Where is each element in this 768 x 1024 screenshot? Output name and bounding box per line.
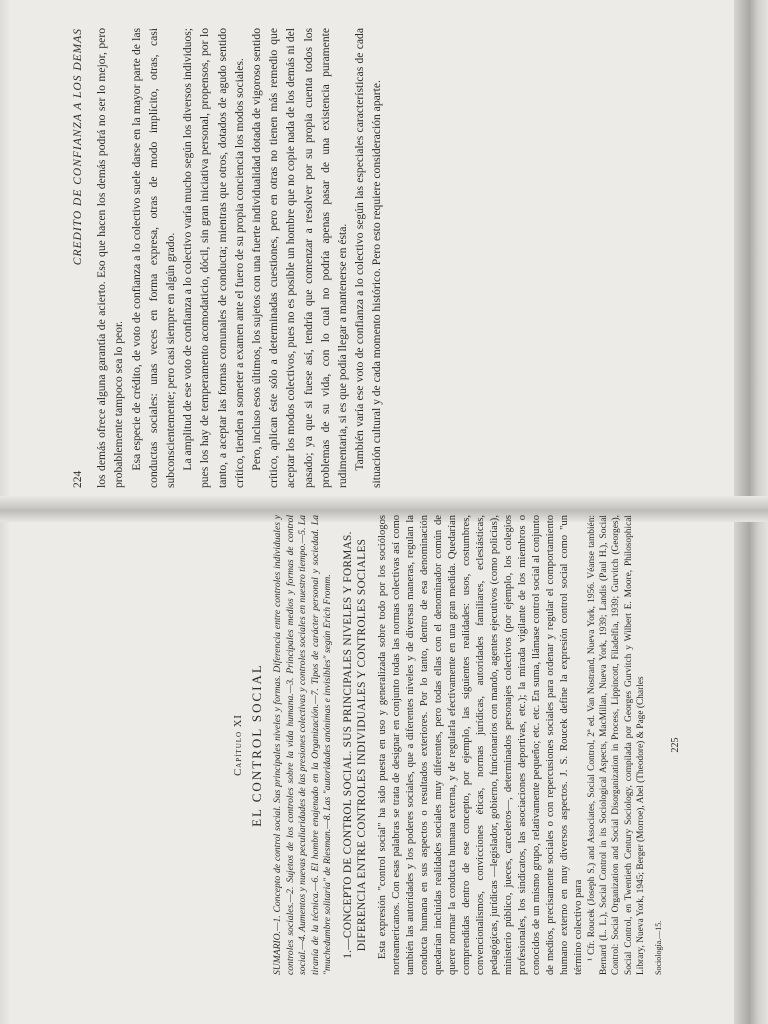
page-number: 224 bbox=[72, 470, 84, 488]
page-225 bbox=[232, 515, 702, 975]
body-paragraph: Esta expresión "control social" ha sido puesta en uso y generalizada sobre todo por los sociólogos norteamericanos. Con esas palabras se trata de designar en conjunto todas las normas colectivas así como también las autoridades y los poderes sociales, que a diferentes niveles y de diversas maneras, regulan la conducta humana en sus aspectos o resultados exteriores. Por lo tanto, dentro de esa denominación quedarían incluidas realidades sociales muy diferentes, pero todas ellas con el denominador común de querer normar la conducta humana externa, y de regularla efectivamente en una gran medida. Quedarían comprendidas dentro de ese concepto, por ejemplo, las siguientes realidades: usos, costumbres, convencionalismos, convicciones éticas, normas jurídicas, autoridades familiares, eclesiásticas, pedagógicas, jurídicas —legislador, gobierno, funcionarios con mando, agentes ejecutivos (como policías), ministerio público, jueces, carceleros—, determinados personajes colectivos (por ejemplo, los colegios profesionales, los sindicatos, las asociaciones deportivas, etc.); la mirada vigilante de los miembros o conocidos de un mismo grupo, relativamente pequeño; etc. etc. En suma, llámase control social al conjunto de medios, precisamente sociales o con repercusiones sociales para ordenar y regular el comportamiento humano externo en muy diversos aspectos. J. S. Roucek define la expresión control social como "un término colectivo para bbox=[376, 515, 584, 975]
paragraph: los demás ofrece alguna garantía de acierto. Eso que hacen los demás podrá no ser lo mejor, pero probablemente tampoco sea lo peor. bbox=[95, 28, 126, 488]
section-heading: 1.—CONCEPTO DE CONTROL SOCIAL. SUS PRINCIPALES NIVELES Y FORMAS. DIFERENCIA ENTRE CONTROLES INDIVIDUALES Y CONTROLES SOCIALES bbox=[341, 531, 369, 959]
page-224 bbox=[70, 28, 470, 488]
chapter-summary: SUMARIO.—1. Concepto de control social. Sus principales niveles y formas. Diferencia entre controles individuales y controles sociales.—2. Sujetos de los controles sobre la vida humana.—3. Principales medios y formas de control social.—4. Aumentos y nuevas peculiaridades de las presiones colectivas y controles sociales en nuestro tiempo.—5. La tiranía de la técnica.—6. El hombre enajenado en la Organización.—7. Tipos de carácter personal y sociedad. La "muchedumbre solitaria" de Riesman.—8. Las "autoridades anónimas e invisibles" según Erich Fromm. bbox=[272, 515, 334, 975]
page-header bbox=[70, 28, 87, 488]
footnote: ¹ Cfr. Roucek (Joseph S.) and Associates, Social Control, 2ª ed. Van Nostrand, Nueva York, 1956. Véanse también: Bernard (L. L.), Social Control in its Sociological Aspects, MacMillan, Nueva York, 1939; Landis (Paul H.), Social Control: Social Organization and Social Disorganization in Process, Lippincott, Filadelfia, 1939; Gurvitch (Georges), Social Control, en Twentieth Century Sociology, compilada por Georges Gurvitch y Wilbert E. Moore, Philosophical Library, Nueva York, 1945; Berger (Morroe), Abel (Theodore) & Page (Charles bbox=[586, 515, 646, 975]
paragraph: Pero, incluso esos últimos, los sujetos con una fuerte individualidad dotada de vigoroso sentido crítico, aplican éste sólo a determinadas cuestiones, pero en otras no tienen más remedio que aceptar los modos colectivos, pues no es posible un hombre que no copie nada de los demás ni del pasado; ya que si fuese así, tendría que comenzar a resolver por su propia cuenta todos los problemas de su vida, con lo cual no podría apenas pasar de una existencia puramente rudimentaria, si es que podía llegar a mantenerse en ésta. bbox=[250, 28, 350, 488]
paragraph: La amplitud de ese voto de confianza a lo colectivo varía mucho según los diversos individuos; pues los hay de temperamento acomodaticio, dócil, sin gran iniciativa personal, propensos, por lo tanto, a aceptar las formas comunales de conducta; mientras que otros, dotados de agudo sentido crítico, tienden a someter a examen ante el fuero de su propia conciencia los modos sociales. bbox=[181, 28, 246, 488]
page-number: 225 bbox=[670, 737, 682, 753]
chapter-title: EL CONTROL SOCIAL bbox=[249, 663, 264, 827]
printer-signature: Sociología.—15. bbox=[653, 920, 663, 975]
chapter-label: Capítulo XI bbox=[233, 714, 244, 776]
paragraph: También varía ese voto de confianza a lo colectivo según las especiales características de cada situación cultural y de cada momento histórico. Pero esto requiere consideración aparte. bbox=[353, 28, 384, 488]
paragraph: Esa especie de crédito, de voto de confianza a lo colectivo suele darse en la mayor parte de las conductas sociales: unas veces en forma expresa, otras de modo implícito, otras, casi subconscientemente; pero casi siempre en algún grado. bbox=[129, 28, 178, 488]
running-head: CREDITO DE CONFIANZA A LOS DEMAS bbox=[72, 28, 84, 266]
